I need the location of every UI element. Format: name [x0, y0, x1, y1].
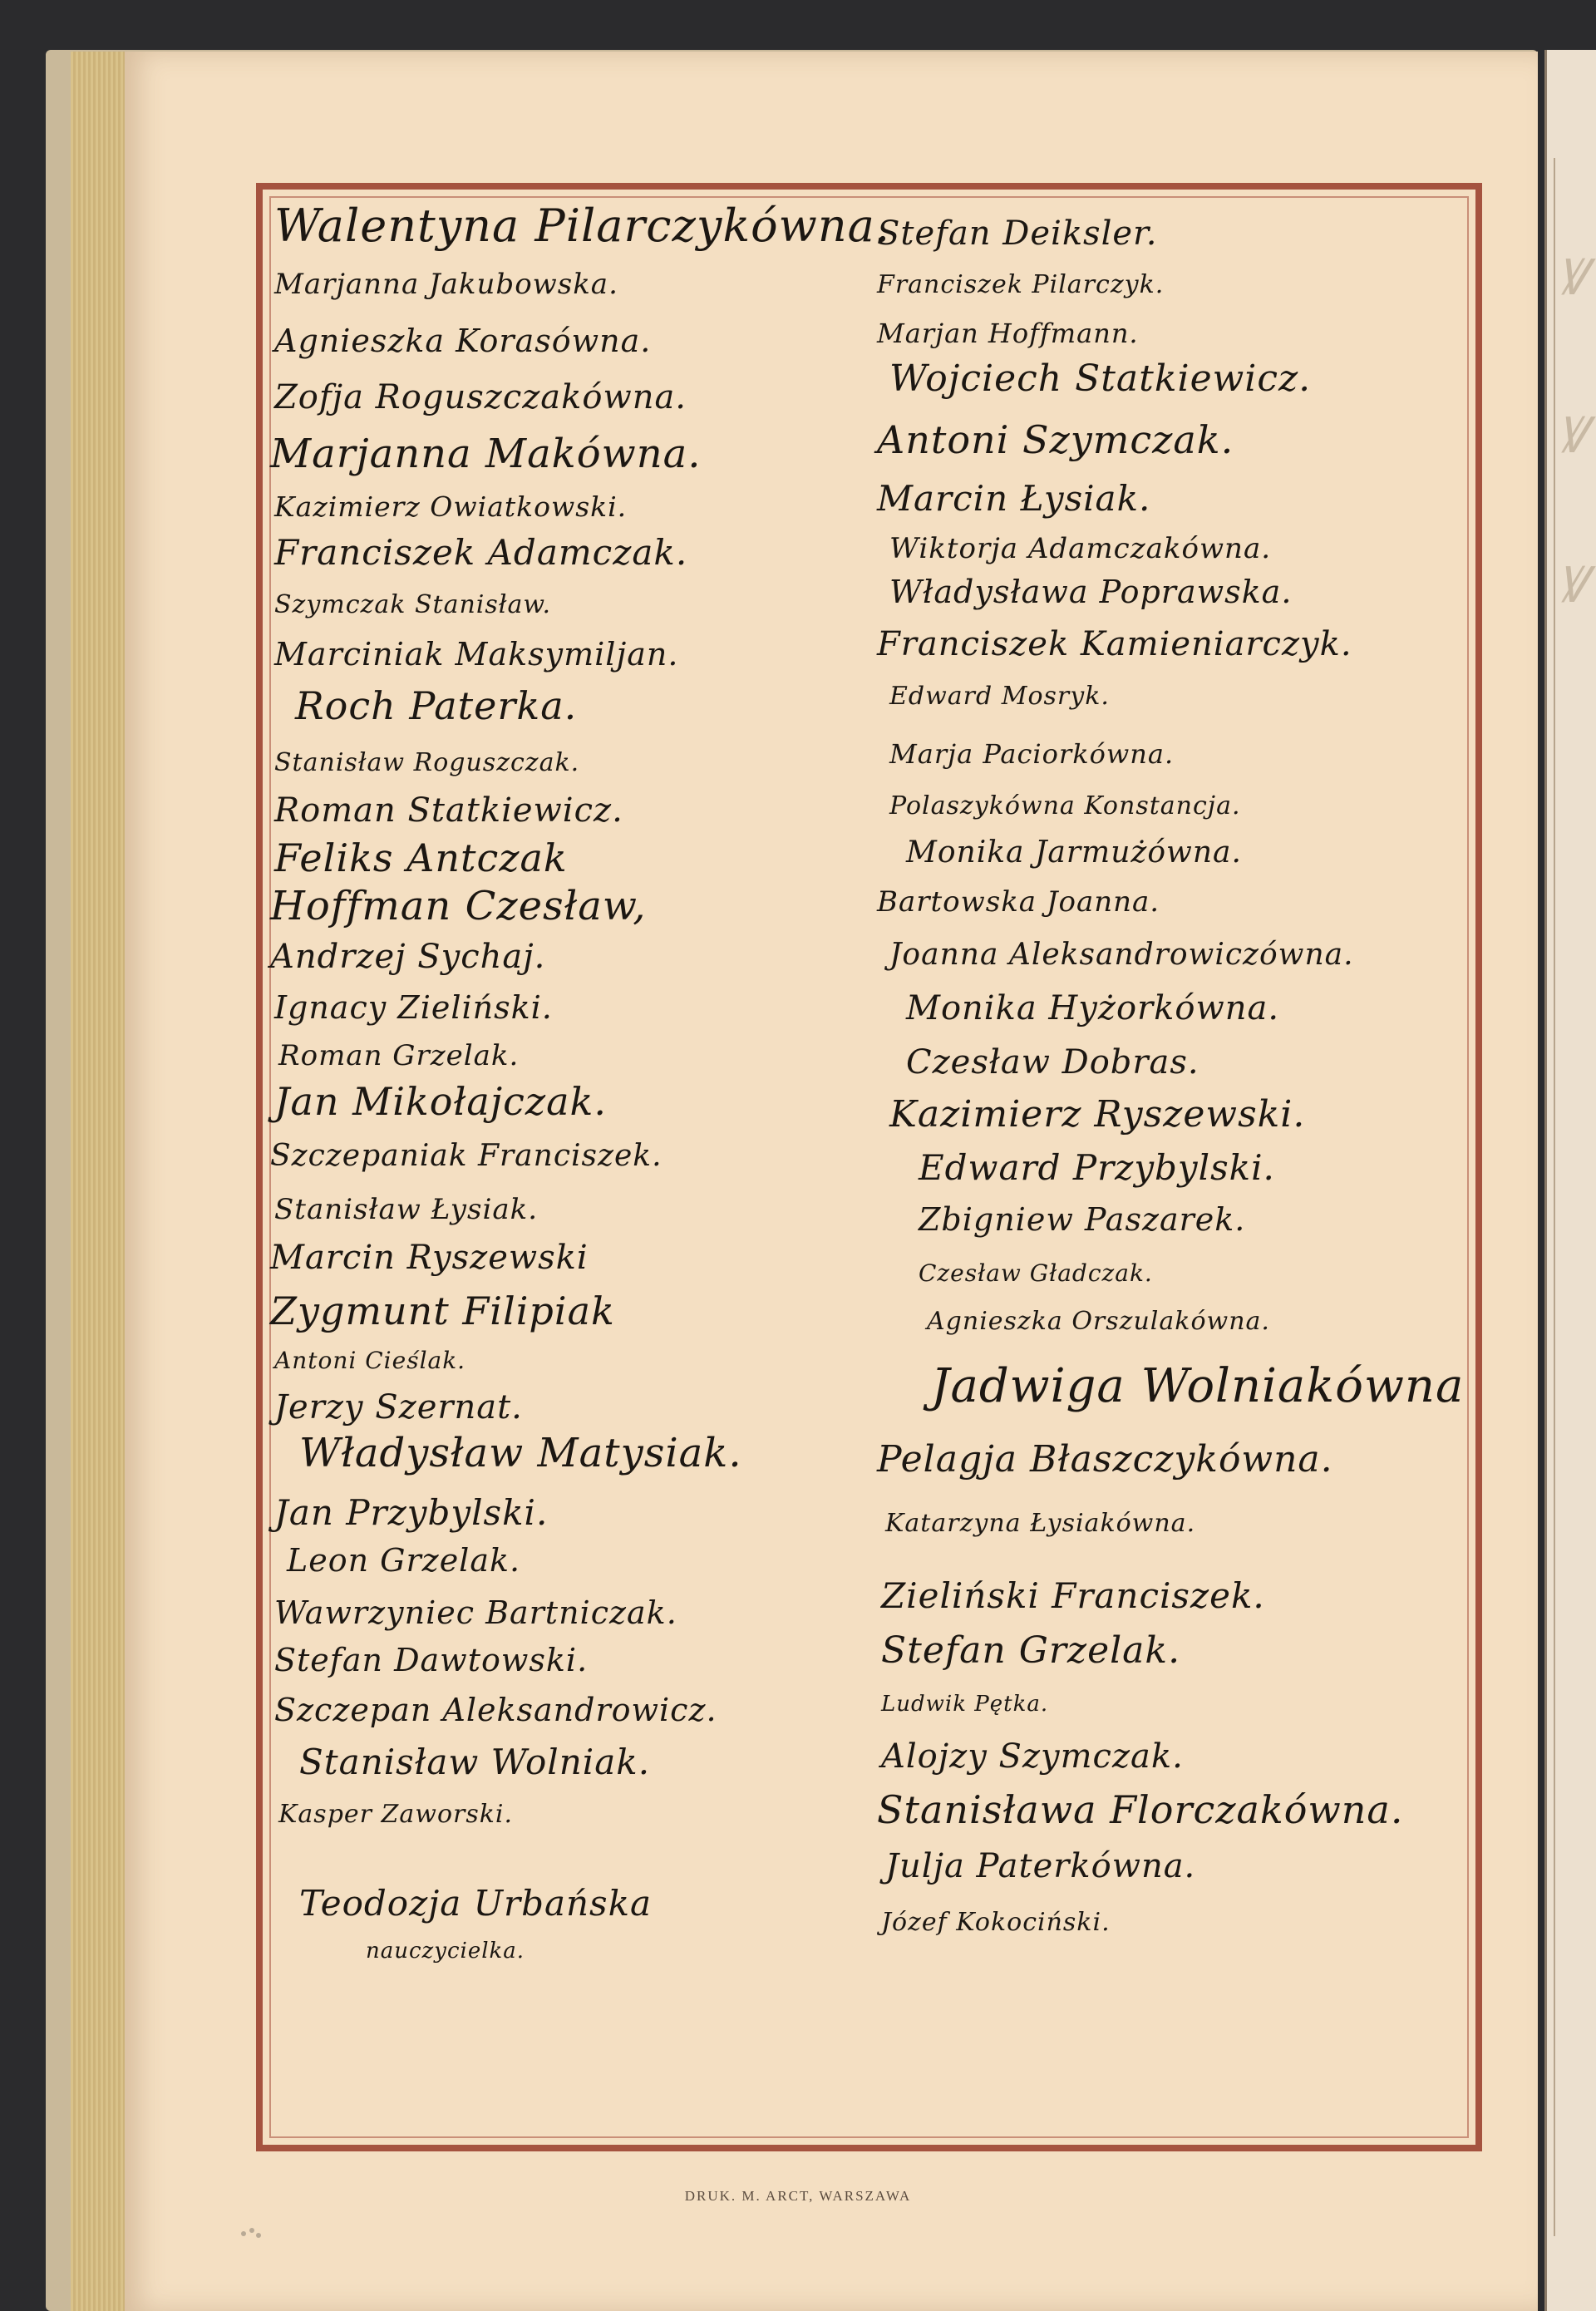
signature: Kazimierz Owiatkowski.	[274, 490, 628, 523]
signature: Stefan Dawtowski.	[274, 1642, 589, 1678]
teacher-signature: Teodozja Urbańska	[299, 1883, 653, 1924]
left-signature-column	[262, 200, 891, 2136]
printer-imprint: DRUK. M. ARCT, WARSZAWA	[684, 2188, 912, 2204]
signature: Szczepan Aleksandrowicz.	[274, 1692, 717, 1728]
adjacent-page-strip	[1554, 158, 1596, 2236]
signature: Zieliński Franciszek.	[881, 1575, 1265, 1616]
signature: Marciniak Maksymiljan.	[274, 636, 679, 673]
signature: Kazimierz Ryszewski.	[889, 1093, 1306, 1136]
signature: Stefan Grzelak.	[881, 1629, 1181, 1672]
signature: Roman Grzelak.	[278, 1039, 520, 1072]
signature: Pelagja Błaszczykówna.	[877, 1438, 1333, 1481]
signature: Edward Przybylski.	[919, 1147, 1275, 1188]
adjacent-page-edge	[1544, 50, 1596, 2311]
signature: Jan Przybylski.	[274, 1492, 549, 1533]
signature: Katarzyna Łysiakówna.	[885, 1509, 1196, 1538]
signature: Ignacy Zieliński.	[274, 989, 553, 1026]
signature: Marjanna Makówna.	[270, 431, 702, 477]
signature: Franciszek Kamieniarczyk.	[877, 625, 1352, 663]
adjacent-page-glyph: Ꝟ	[1557, 556, 1588, 614]
signature: Feliks Antczak	[274, 835, 568, 880]
adjacent-page-glyph: Ꝟ	[1557, 249, 1588, 307]
signature: Marjanna Jakubowska.	[274, 268, 618, 301]
signature: Marcin Łysiak.	[877, 478, 1151, 519]
signature: Marjan Hoffmann.	[877, 318, 1139, 349]
signature: Roch Paterka.	[295, 683, 578, 728]
signature: Szymczak Stanisław.	[274, 590, 552, 619]
signature: Alojzy Szymczak.	[881, 1737, 1184, 1776]
signature: Franciszek Adamczak.	[274, 532, 688, 573]
signature: Zbigniew Paszarek.	[919, 1201, 1246, 1238]
paper-stains	[241, 2228, 266, 2244]
signature: Wawrzyniec Bartniczak.	[274, 1594, 677, 1631]
signature: Jerzy Szernat.	[274, 1388, 523, 1427]
signature: Jadwiga Wolniakówna	[931, 1359, 1465, 1413]
signature: Franciszek Pilarczyk.	[877, 270, 1165, 299]
signature: Agnieszka Korasówna.	[274, 323, 652, 359]
adjacent-page-glyph: Ꝟ	[1557, 407, 1588, 465]
signature: Stanisław Łysiak.	[274, 1193, 539, 1226]
signature: Szczepaniak Franciszek.	[270, 1139, 663, 1173]
signature: Kasper Zaworski.	[278, 1800, 514, 1829]
signature: Antoni Szymczak.	[877, 417, 1234, 462]
signature: Walentyna Pilarczykówna.	[274, 200, 891, 252]
signature: Andrzej Sychaj.	[270, 938, 546, 976]
signature: Stefan Deiksler.	[877, 214, 1158, 253]
signature: Roman Statkiewicz.	[274, 791, 623, 830]
signature: Leon Grzelak.	[287, 1542, 521, 1579]
signature: Władysław Matysiak.	[299, 1430, 742, 1476]
teacher-title: nauczycielka.	[366, 1939, 525, 1964]
signature: Ludwik Pętka.	[881, 1692, 1049, 1717]
signature: Polaszykówna Konstancja.	[889, 791, 1241, 820]
signature: Marja Paciorkówna.	[889, 738, 1175, 770]
signature: Antoni Cieślak.	[274, 1347, 466, 1374]
signature: Władysława Poprawska.	[889, 574, 1293, 610]
signature: Monika Hyżorkówna.	[906, 989, 1280, 1027]
signature: Zygmunt Filipiak	[270, 1289, 615, 1333]
right-signature-column	[864, 200, 1471, 2136]
signature: Monika Jarmużówna.	[906, 835, 1242, 870]
signature: Czesław Gładczak.	[919, 1259, 1153, 1287]
signature: Bartowska Joanna.	[877, 885, 1160, 919]
signature: Hoffman Czesław,	[270, 883, 647, 929]
signature: Marcin Ryszewski	[270, 1239, 589, 1277]
signature: Stanisław Roguszczak.	[274, 748, 580, 777]
signature: Julja Paterkówna.	[885, 1847, 1196, 1885]
signature: Józef Kokociński.	[881, 1908, 1111, 1937]
signature: Jan Mikołajczak.	[274, 1079, 608, 1124]
signature: Czesław Dobras.	[906, 1043, 1199, 1082]
signature: Agnieszka Orszulakówna.	[927, 1307, 1270, 1336]
signature: Wiktorja Adamczakówna.	[889, 532, 1272, 565]
signature: Stanisława Florczakówna.	[877, 1787, 1404, 1832]
signature: Zofja Roguszczakówna.	[274, 378, 687, 416]
signature: Wojciech Statkiewicz.	[889, 357, 1312, 400]
signature: Edward Mosryk.	[889, 682, 1110, 711]
signature: Joanna Aleksandrowiczówna.	[889, 938, 1354, 972]
signature: Stanisław Wolniak.	[299, 1742, 651, 1782]
